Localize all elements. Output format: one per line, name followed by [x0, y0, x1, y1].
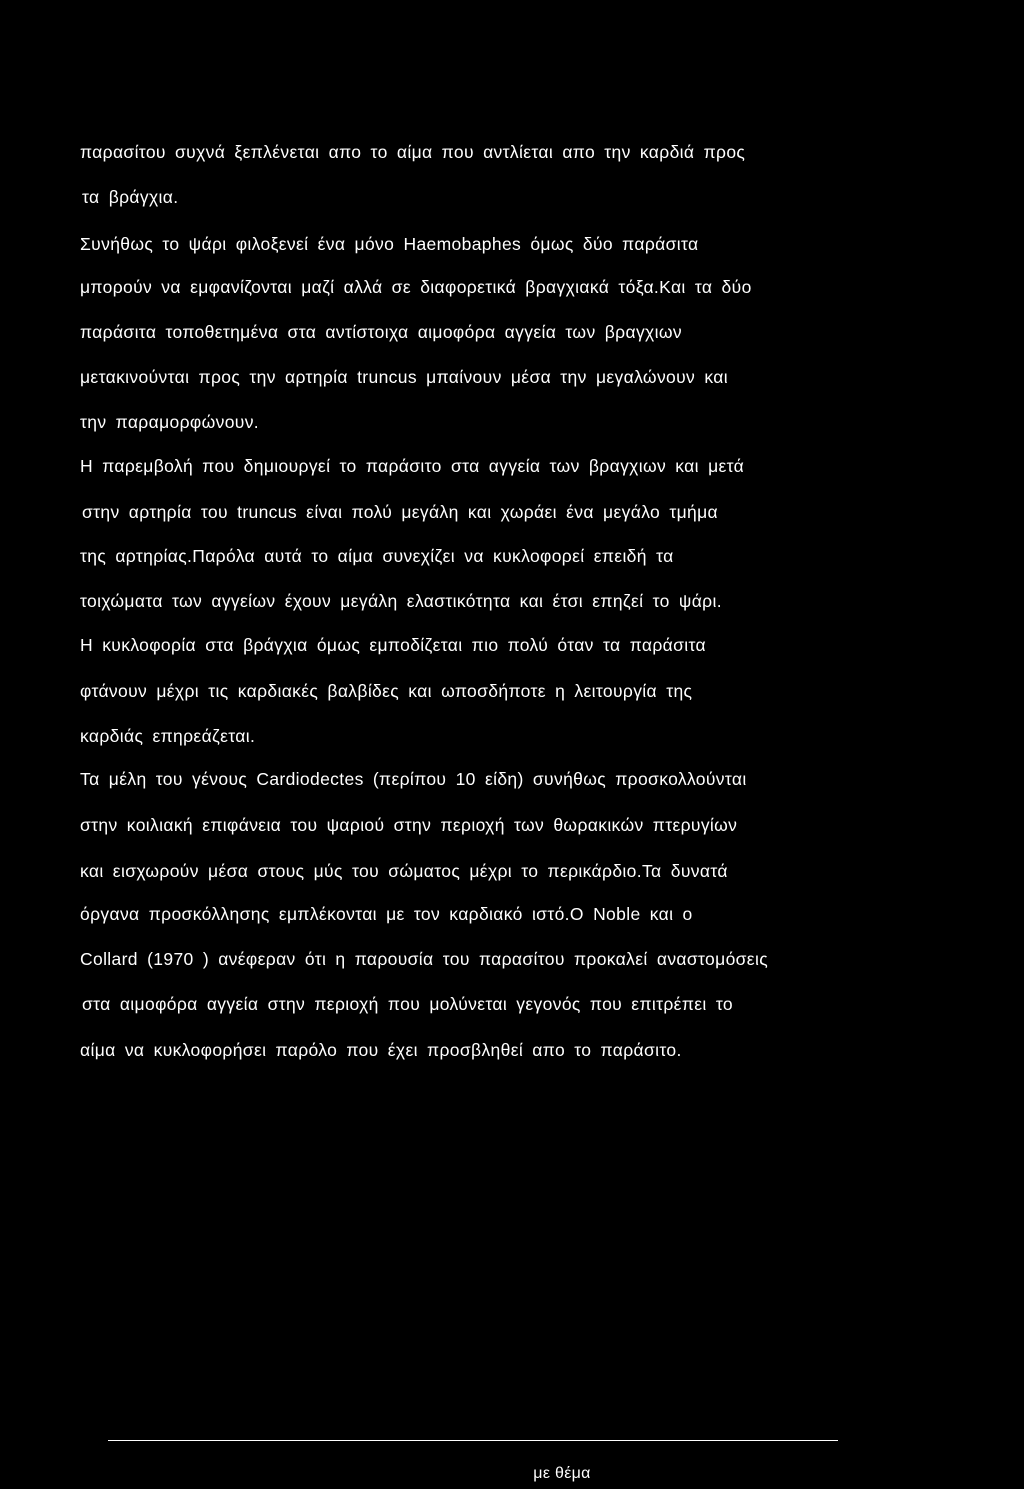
text-line: τοιχώματα των αγγείων έχουν μεγάλη ελαστικότητα και έτσι επηζεί το ψάρι.: [80, 591, 722, 611]
text-line: καρδιάς επηρεάζεται.: [80, 726, 256, 746]
text-line: Collard (1970 ) ανέφεραν ότι η παρουσία του παρασίτου προκαλεί αναστομόσεις: [80, 949, 768, 969]
footnote-text: με θέμα: [533, 1465, 591, 1482]
text-line: στα αιμοφόρα αγγεία στην περιοχή που μολύνεται γεγονός που επιτρέπει το: [82, 994, 733, 1014]
text-line: Η κυκλοφορία στα βράγχια όμως εμποδίζεται πιο πολύ όταν τα παράσιτα: [80, 635, 706, 655]
text-line: στην αρτηρία του truncus είναι πολύ μεγάλη και χωράει ένα μεγάλο τμήμα: [82, 502, 719, 522]
text-line: φτάνουν μέχρι τις καρδιακές βαλβίδες και ωποσδήποτε η λειτουργία της: [80, 681, 693, 701]
text-line: παράσιτα τοποθετημένα στα αντίστοιχα αιμοφόρα αγγεία των βραγχιων: [80, 322, 682, 342]
footnote-divider: [108, 1440, 838, 1441]
text-line: όργανα προσκόλλησης εμπλέκονται με τον καρδιακό ιστό.Ο Noble και ο: [80, 904, 693, 924]
text-line: Η παρεμβολή που δημιουργεί το παράσιτο στα αγγεία των βραγχιων και μετά: [80, 456, 745, 476]
text-line: μετακινούνται προς την αρτηρία truncus μπαίνουν μέσα την μεγαλώνουν και: [80, 367, 728, 387]
text-line: μπορούν να εμφανίζονται μαζί αλλά σε διαφορετικά βραγχιακά τόξα.Και τα δύο: [80, 277, 752, 297]
text-line: αίμα να κυκλοφορήσει παρόλο που έχει προσβληθεί απο το παράσιτο.: [80, 1040, 682, 1060]
text-line: και εισχωρούν μέσα στους μύς του σώματος μέχρι το περικάρδιο.Τα δυνατά: [80, 861, 728, 881]
text-line: Τα μέλη του γένους Cardiodectes (περίπου 10 είδη) συνήθως προσκολλούνται: [80, 769, 747, 789]
text-line: στην κοιλιακή επιφάνεια του ψαριού στην περιοχή των θωρακικών πτερυγίων: [80, 815, 738, 835]
text-line: την παραμορφώνουν.: [80, 412, 260, 432]
text-line: Συνήθως το ψάρι φιλοξενεί ένα μόνο Haemobaphes όμως δύο παράσιτα: [80, 234, 699, 254]
text-line: της αρτηρίας.Παρόλα αυτά το αίμα συνεχίζει να κυκλοφορεί επειδή τα: [80, 546, 674, 566]
text-line: τα βράγχια.: [82, 187, 179, 207]
text-line: παρασίτου συχνά ξεπλένεται απο το αίμα που αντλίεται απο την καρδιά προς: [80, 142, 746, 162]
